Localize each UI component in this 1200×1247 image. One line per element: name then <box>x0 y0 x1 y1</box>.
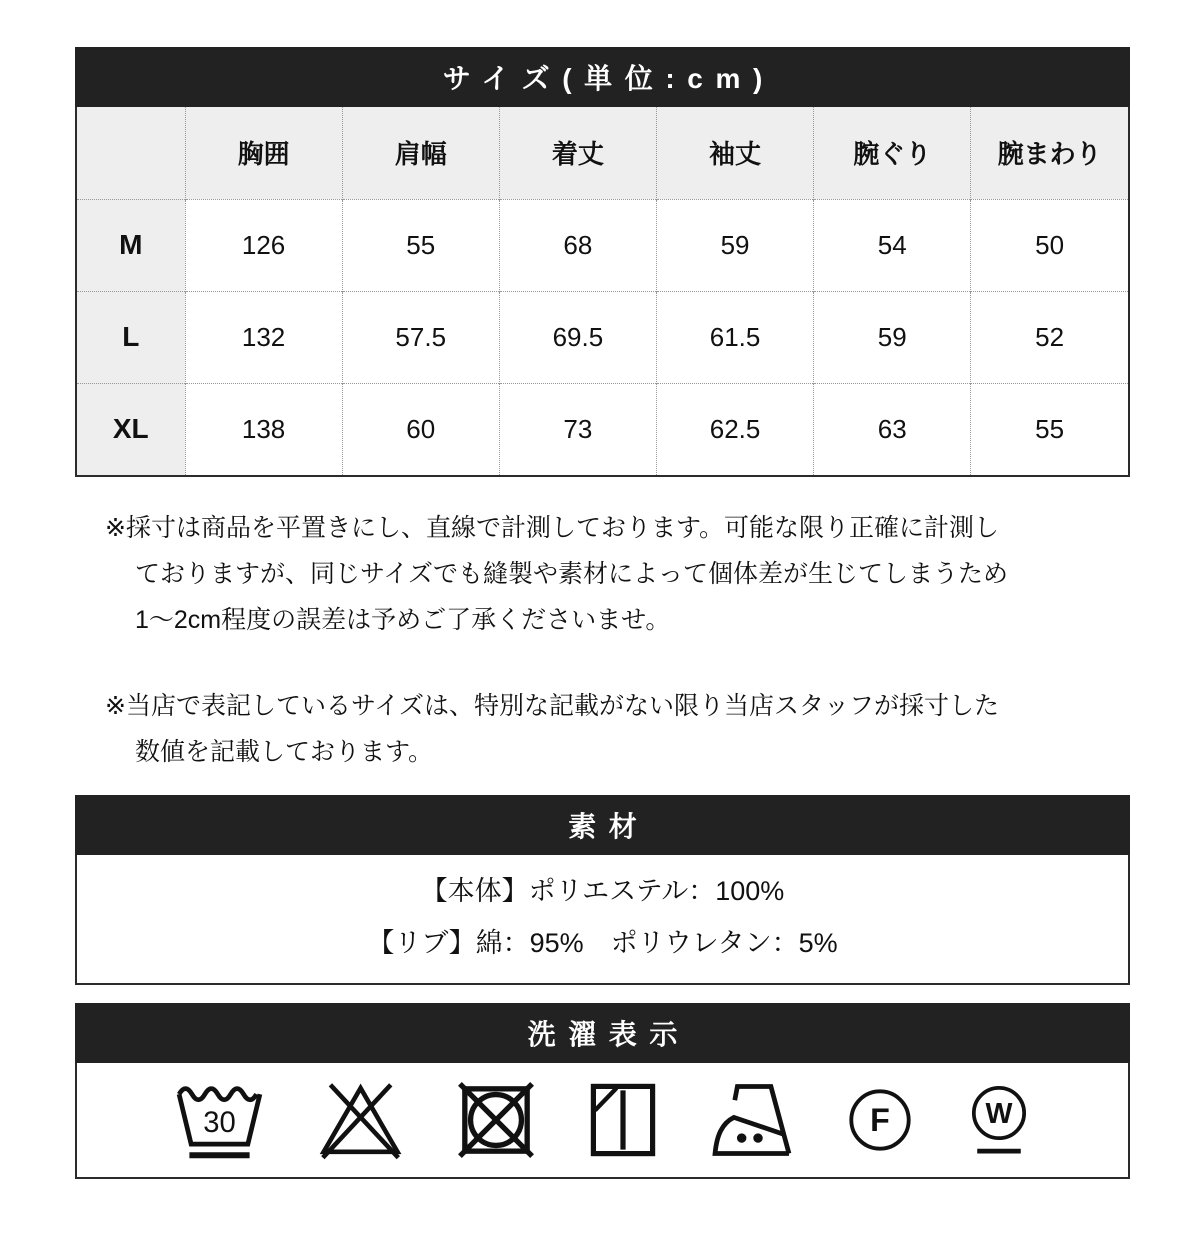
dry-clean-f-circle-icon <box>845 1085 915 1155</box>
size-table-title-bar <box>75 47 1130 107</box>
measurement-note <box>75 505 1130 643</box>
row-label-xl: XL <box>77 383 185 475</box>
wash-tub-30-icon <box>172 1077 267 1163</box>
size-cell: 60 <box>342 383 499 475</box>
size-cell: 59 <box>656 199 813 291</box>
do-not-bleach-icon <box>317 1078 405 1162</box>
size-cell: 57.5 <box>342 291 499 383</box>
size-cell: 55 <box>971 383 1128 475</box>
size-cell: 69.5 <box>499 291 656 383</box>
size-cell: 61.5 <box>656 291 813 383</box>
header-length: 着丈 <box>499 107 656 199</box>
size-cell: 63 <box>814 383 971 475</box>
iron-two-dots-icon <box>709 1077 795 1163</box>
note-line: ※当店で表記しているサイズは、特別な記載がない限り当店スタッフが採寸した <box>105 692 999 720</box>
material-box <box>75 855 1130 985</box>
material-rib-line: 【リブ】綿：95% ポリウレタン：5% <box>367 928 838 958</box>
table-row <box>77 383 1128 475</box>
size-cell: 132 <box>185 291 342 383</box>
dry-clean-letter: F <box>870 1102 890 1139</box>
wash-temperature-label: 30 <box>203 1107 236 1140</box>
material-title: 素材 <box>568 811 650 842</box>
note-line: 数値を記載しております。 <box>135 738 434 766</box>
size-cell: 52 <box>971 291 1128 383</box>
row-label-m: M <box>77 199 185 291</box>
care-title: 洗濯表示 <box>527 1019 690 1050</box>
wet-clean-w-circle-icon <box>965 1083 1033 1158</box>
size-cell: 50 <box>971 199 1128 291</box>
size-table-header-row <box>77 107 1128 199</box>
table-row <box>77 291 1128 383</box>
size-cell: 55 <box>342 199 499 291</box>
size-cell: 138 <box>185 383 342 475</box>
do-not-tumble-dry-icon <box>455 1079 537 1161</box>
header-chest: 胸囲 <box>185 107 342 199</box>
page-content <box>75 47 1130 1179</box>
header-armhole: 腕ぐり <box>814 107 971 199</box>
size-table-frame <box>75 107 1130 477</box>
size-table-section <box>75 47 1130 477</box>
wet-clean-letter: W <box>985 1097 1013 1130</box>
size-cell: 126 <box>185 199 342 291</box>
table-row <box>77 199 1128 291</box>
header-shoulder: 肩幅 <box>342 107 499 199</box>
line-dry-in-shade-icon <box>587 1080 659 1160</box>
size-cell: 54 <box>814 199 971 291</box>
size-cell: 59 <box>814 291 971 383</box>
size-table <box>77 107 1128 475</box>
staff-measurement-note <box>75 683 1130 775</box>
care-title-bar <box>75 1003 1130 1063</box>
note-line: ておりますが、同じサイズでも縫製や素材によって個体差が生じてしまうため <box>135 560 1009 588</box>
header-arm-circumference: 腕まわり <box>971 107 1128 199</box>
size-cell: 68 <box>499 199 656 291</box>
note-line: 1～2cm程度の誤差は予めご了承くださいませ。 <box>135 606 671 634</box>
care-section <box>75 1003 1130 1179</box>
row-label-l: L <box>77 291 185 383</box>
header-sleeve: 袖丈 <box>656 107 813 199</box>
note-line: ※採寸は商品を平置きにし、直線で計測しております。可能な限り正確に計測し <box>105 514 999 542</box>
material-section <box>75 795 1130 985</box>
material-title-bar <box>75 795 1130 855</box>
care-symbols-box <box>75 1063 1130 1179</box>
size-table-title: サイズ(単位:cm) <box>442 63 775 94</box>
size-cell: 73 <box>499 383 656 475</box>
size-cell: 62.5 <box>656 383 813 475</box>
material-body-line: 【本体】ポリエステル：100% <box>420 876 785 906</box>
header-blank <box>77 107 185 199</box>
